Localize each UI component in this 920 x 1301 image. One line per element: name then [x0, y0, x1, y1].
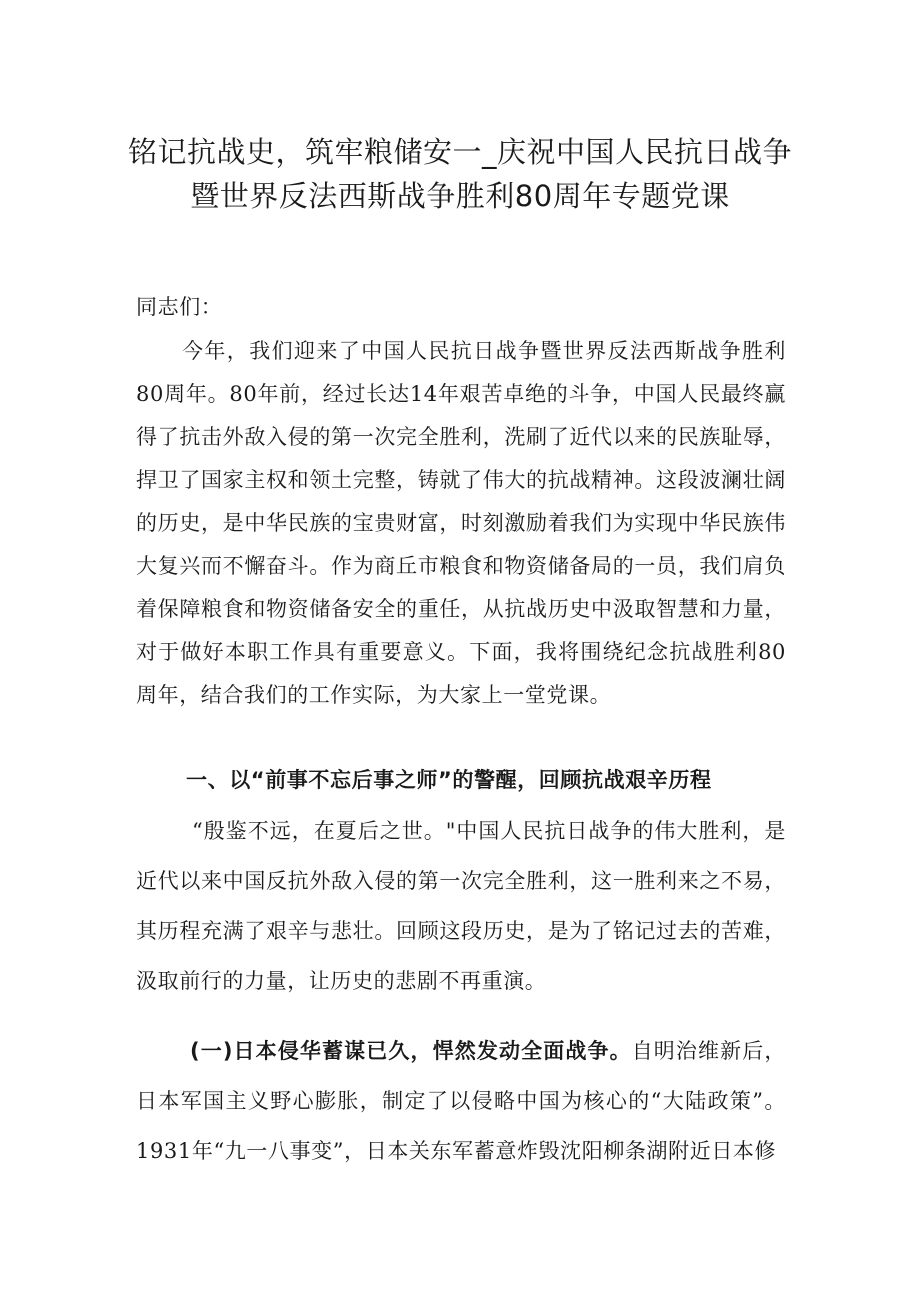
document-title-line-1: 铭记抗战史，筑牢粮储安一_庆祝中国人民抗日战争 — [127, 135, 792, 169]
subsection-text-1: 自明治维新后，日本军国主义野心膨胀，制定了以侵略中国为核心的“大陆政策”。1931年“九一八事变”，日本关东军蓄意炸毁沈阳柳条湖附近日本修 — [136, 1039, 786, 1163]
section-heading-1: 一、以“前事不忘后事之师”的警醒，回顾抗战艰辛历程 — [186, 768, 712, 792]
paragraph-section-1: “殷鉴不远，在夏后之世。"中国人民抗日战争的伟大胜利，是近代以来中国反抗外敌入侵的第一次完全胜利，这一胜利来之不易，其历程充满了艰辛与悲壮。回顾这段历史，是为了铭记过去的苦难，汲取前行的力量，让历史的悲剧不再重演。 — [136, 819, 786, 993]
subsection-heading-1: (一)日本侵华蓄谋已久，悍然发动全面战争。 — [190, 1039, 632, 1063]
salutation: 同志们： — [136, 295, 223, 319]
paragraph-subsection-1 — [136, 1026, 786, 1176]
document-title-line-2: 暨世界反法西斯战争胜利80周年专题党课 — [190, 179, 730, 213]
paragraph-intro: 今年，我们迎来了中国人民抗日战争暨世界反法西斯战争胜利80周年。80年前，经过长达14年艰苦卓绝的斗争，中国人民最终赢得了抗击外敌入侵的第一次完全胜利，洗刷了近代以来的民族耻辱，捍卫了国家主权和领土完整，铸就了伟大的抗战精神。这段波澜壮阔的历史，是中华民族的宝贵财富，时刻激励着我们为实现中华民族伟大复兴而不懈奋斗。作为商丘市粮食和物资储备局的一员，我们肩负着保障粮食和物资储备安全的重任，从抗战历史中汲取智慧和力量，对于做好本职工作具有重要意义。下面，我将围绕纪念抗战胜利80周年，结合我们的工作实际，为大家上一堂党课。 — [136, 339, 786, 707]
